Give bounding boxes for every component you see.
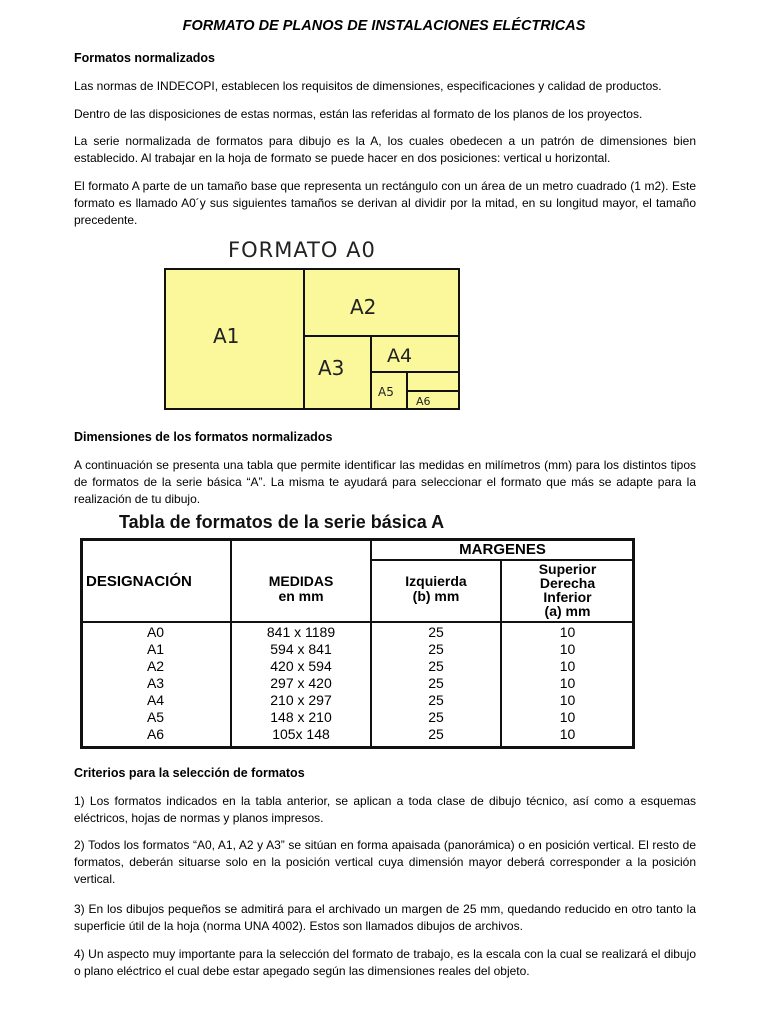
cell-izquierda: 25 bbox=[428, 709, 444, 725]
table-row bbox=[80, 709, 635, 726]
cell-designacion: A3 bbox=[146, 675, 165, 691]
cell-izquierda: 25 bbox=[428, 658, 444, 674]
cell-designacion: A0 bbox=[146, 624, 165, 640]
cell-superior: 10 bbox=[559, 692, 576, 708]
a0-area bbox=[165, 269, 459, 409]
cell-designacion: A6 bbox=[146, 726, 165, 742]
table-title: Tabla de formatos de la serie básica A bbox=[119, 512, 445, 532]
paragraph-disposiciones: Dentro de las disposiciones de estas normas, están las referidas al formato de los planos de los proyectos. bbox=[74, 107, 643, 121]
a0-format-diagram bbox=[164, 268, 460, 410]
cell-superior: 10 bbox=[559, 624, 576, 640]
cell-superior: 10 bbox=[559, 726, 576, 742]
header-medidas-line2: en mm bbox=[278, 588, 324, 604]
header-superior-line1: Superior bbox=[538, 561, 597, 577]
section-heading-criterios: Criterios para la selección de formatos bbox=[74, 766, 305, 780]
cell-superior: 10 bbox=[559, 658, 576, 674]
cell-izquierda: 25 bbox=[428, 641, 444, 657]
header-izquierda-line2: (b) mm bbox=[412, 588, 460, 604]
cell-izquierda: 25 bbox=[428, 675, 444, 691]
paragraph-indecopi: Las normas de INDECOPI, establecen los requisitos de dimensiones, especificaciones y calidad de productos. bbox=[74, 79, 662, 93]
criterio-item-1: 1) Los formatos indicados en la tabla anterior, se aplican a toda clase de dibujo técnico, así como a esquemas eléctricos, hojas de normas y planos impresos. bbox=[74, 794, 696, 825]
cell-designacion: A1 bbox=[146, 641, 165, 657]
header-designacion: DESIGNACIÓN bbox=[86, 573, 192, 590]
formats-table bbox=[80, 538, 635, 749]
page-title: FORMATO DE PLANOS DE INSTALACIONES ELÉCTRICAS bbox=[182, 18, 586, 34]
label-a3: A3 bbox=[318, 356, 345, 380]
paragraph-formato-a: El formato A parte de un tamaño base que representa un rectángulo con un área de un metro cuadrado (1 m2). Este formato es llamado A0´y sus siguientes tamaños se derivan al dividir por la mitad, en su longitud mayor, el tamaño precedente. bbox=[74, 179, 696, 227]
cell-medidas: 297 x 420 bbox=[270, 675, 332, 691]
table-body bbox=[80, 624, 635, 746]
label-a5: A5 bbox=[378, 385, 394, 399]
paragraph-serie: La serie normalizada de formatos para dibujo es la A, los cuales obedecen a un patrón de dimensiones bien establecido. Al trabajar en la hoja de formato se puede hacer en dos posiciones: vertical u horizontal. bbox=[74, 134, 696, 165]
header-superior-line2: Derecha bbox=[539, 575, 596, 591]
header-superior-line4: (a) mm bbox=[544, 603, 591, 619]
label-a2: A2 bbox=[350, 295, 377, 319]
cell-designacion: A4 bbox=[146, 692, 165, 708]
table-row bbox=[80, 641, 635, 658]
cell-superior: 10 bbox=[559, 675, 576, 691]
figure-title: FORMATO A0 bbox=[228, 238, 376, 262]
header-medidas bbox=[231, 574, 371, 604]
section-heading-dimensiones: Dimensiones de los formatos normalizados bbox=[74, 430, 333, 444]
header-margenes: MARGENES bbox=[459, 541, 546, 558]
table-row bbox=[80, 658, 635, 675]
cell-designacion: A5 bbox=[146, 709, 165, 725]
criterio-item-2: 2) Todos los formatos “A0, A1, A2 y A3” se sitúan en forma apaisada (panorámica) o en posición vertical. El resto de formatos, deberán situarse solo en la posición vertical cuya dimensión mayor deberá corresponder a la posición vertical. bbox=[74, 838, 696, 886]
cell-superior: 10 bbox=[559, 709, 576, 725]
cell-izquierda: 25 bbox=[428, 726, 444, 742]
cell-medidas: 841 x 1189 bbox=[266, 624, 336, 640]
cell-medidas: 420 x 594 bbox=[270, 658, 332, 674]
section-heading-formatos: Formatos normalizados bbox=[74, 51, 215, 65]
header-izquierda-line1: Izquierda bbox=[405, 573, 467, 589]
header-superior bbox=[501, 562, 634, 618]
criterio-item-3: 3) En los dibujos pequeños se admitirá para el archivado un margen de 25 mm, quedando reducido en otro tanto la superficie útil de la hoja (norma UNA 4002). Estos son llamados dibujos de archivos. bbox=[74, 902, 696, 933]
table-row bbox=[80, 726, 635, 743]
cell-designacion: A2 bbox=[146, 658, 165, 674]
header-superior-line3: Inferior bbox=[543, 589, 592, 605]
label-a1: A1 bbox=[213, 324, 240, 348]
table-row bbox=[80, 675, 635, 692]
cell-medidas: 594 x 841 bbox=[270, 641, 332, 657]
table-row bbox=[80, 692, 635, 709]
cell-medidas: 148 x 210 bbox=[270, 709, 332, 725]
criterio-item-4: 4) Un aspecto muy importante para la selección del formato de trabajo, es la escala con la cual se realizará el dibujo o plano eléctrico el cual debe estar apegado según las dimensiones reales del objeto. bbox=[74, 947, 696, 978]
header-izquierda bbox=[371, 574, 501, 604]
cell-medidas: 105x 148 bbox=[272, 726, 330, 742]
cell-medidas: 210 x 297 bbox=[270, 692, 332, 708]
cell-superior: 10 bbox=[559, 641, 576, 657]
header-medidas-line1: MEDIDAS bbox=[268, 573, 334, 589]
label-a4: A4 bbox=[387, 345, 413, 367]
cell-izquierda: 25 bbox=[428, 692, 444, 708]
cell-izquierda: 25 bbox=[428, 624, 444, 640]
label-a6: A6 bbox=[416, 395, 431, 408]
paragraph-tabla-intro: A continuación se presenta una tabla que permite identificar las medidas en milímetros (mm) para los distintos tipos de formatos de la serie básica “A”. La misma te ayudará para seleccionar el formato que más se adapte para la realización de tu dibujo. bbox=[74, 458, 696, 506]
table-row bbox=[80, 624, 635, 641]
